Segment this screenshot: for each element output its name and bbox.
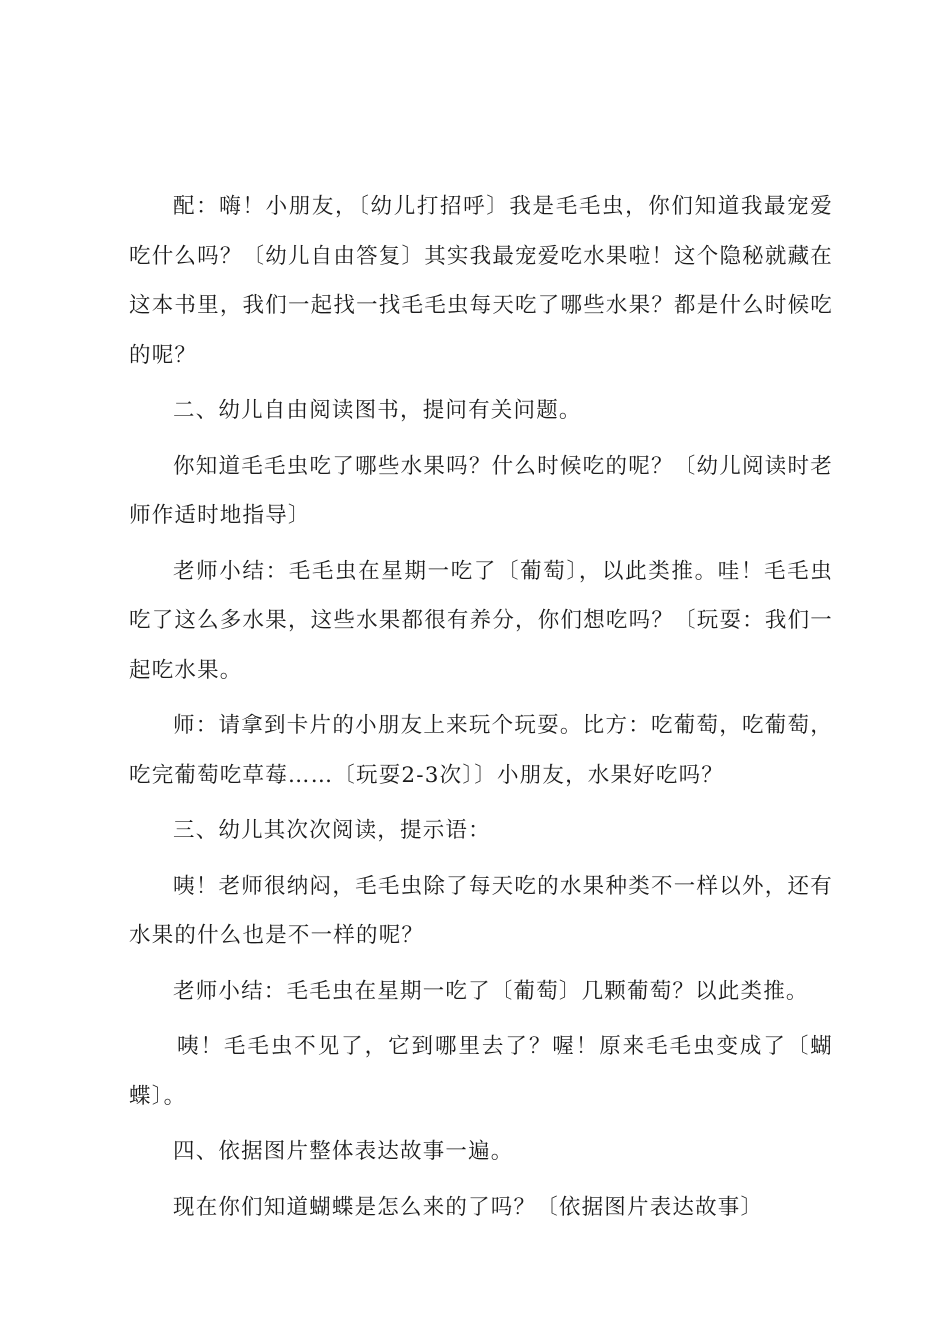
paragraph-prompt: 咦！老师很纳闷，毛毛虫除了每天吃的水果种类不一样以外，还有水果的什么也是不一样的呢？ [129, 873, 833, 948]
paragraph-step-two-heading: 二、幼儿自由阅读图书，提问有关问题。 [173, 398, 582, 423]
paragraph-teacher-summary-2: 老师小结：毛毛虫在星期一吃了〔葡萄〕几颗葡萄？以此类推。 [173, 978, 809, 1004]
paragraph-closing-question: 现在你们知道蝴蝶是怎么来的了吗？〔依据图片表达故事〕 [173, 1194, 764, 1220]
document-body [129, 182, 833, 1238]
paragraph-butterfly: 咦！毛毛虫不见了，它到哪里去了？喔！原来毛毛虫变成了〔蝴蝶〕。 [129, 1034, 833, 1109]
paragraph-question: 你知道毛毛虫吃了哪些水果吗？什么时候吃的呢？〔幼儿阅读时老师作适时地指导〕 [129, 453, 833, 528]
paragraph-step-three-heading: 三、幼儿其次次阅读，提示语： [173, 818, 491, 843]
paragraph-game: 师：请拿到卡片的小朋友上来玩个玩耍。比方：吃葡萄，吃葡萄，吃完葡萄吃草莓……〔玩耍2-3次〕〕小朋友，水果好吃吗？ [129, 713, 833, 788]
paragraph-teacher-summary-1: 老师小结：毛毛虫在星期一吃了〔葡萄〕，以此类推。哇！毛毛虫吃了这么多水果，这些水果都很有养分，你们想吃吗？〔玩耍：我们一起吃水果。 [129, 558, 833, 683]
paragraph-step-four-heading: 四、依据图片整体表达故事一遍。 [173, 1139, 514, 1164]
paragraph-dialogue-intro: 配：嗨！小朋友，〔幼儿打招呼〕我是毛毛虫，你们知道我最宠爱吃什么吗？〔幼儿自由答复〕其实我最宠爱吃水果啦！这个隐秘就藏在这本书里，我们一起找一找毛毛虫每天吃了哪些水果？都是什么时候吃的呢？ [129, 194, 833, 368]
